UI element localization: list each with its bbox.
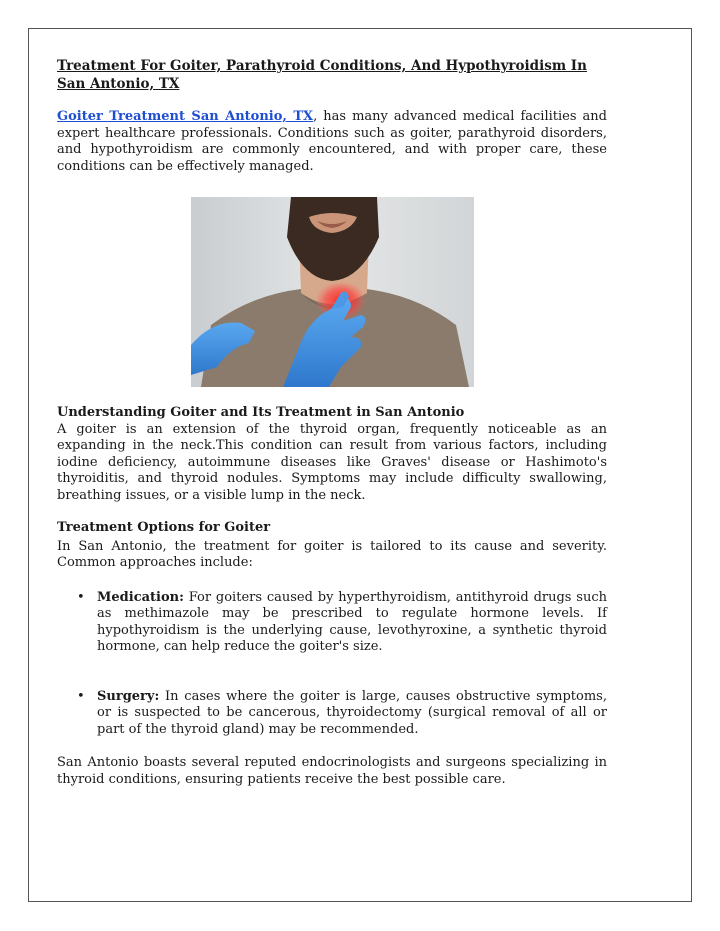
list-item-text: In cases where the goiter is large, causes obstructive symptoms, or is suspected to be cancerous, thyroidectomy (surgical removal of all or part of the thyroid gland) may be recommended. (97, 688, 607, 737)
section-body-understanding: A goiter is an extension of the thyroid organ, frequently noticeable as an expanding in the neck.This condition can result from various factors, including iodine deficiency, autoimmune diseases like Graves' disease or Hashimoto's thyroiditis, and thyroid nodules. Symptoms may include difficulty swallowing, breathing issues, or a visible lump in the neck. (57, 421, 607, 503)
document-title: Treatment For Goiter, Parathyroid Conditions, And Hypothyroidism In San Antonio, TX (57, 58, 587, 92)
list-item-text: For goiters caused by hyperthyroidism, antithyroid drugs such as methimazole may be prescribed to regulate hormone levels. If hypothyroidism is the underlying cause, levothyroxine, a synthetic thyroid hormone, can help reduce the goiter's size. (97, 589, 607, 654)
section-heading-treatment-options: Treatment Options for Goiter (57, 520, 271, 535)
document-body (57, 57, 607, 788)
list-item-label: Medication: (97, 589, 184, 605)
intro-paragraph (57, 109, 607, 175)
list-item-medication (57, 590, 607, 656)
treatment-list (57, 590, 607, 739)
bullet-icon: • (77, 688, 85, 704)
goiter-treatment-link[interactable]: Goiter Treatment San Antonio, TX (57, 109, 314, 124)
closing-paragraph: San Antonio boasts several reputed endocrinologists and surgeons specializing in thyroid conditions, ensuring patients receive the best possible care. (57, 755, 607, 787)
section-body-treatment-options: In San Antonio, the treatment for goiter is tailored to its cause and severity. Common approaches include: (57, 538, 607, 570)
intro-text: , has many advanced medical facilities and expert healthcare professionals. Conditions such as goiter, parathyroid disorders, and hypothyroidism are commonly encountered, and with proper care, these conditions can be effectively managed. (57, 109, 607, 174)
thyroid-exam-photo (191, 197, 474, 387)
section-heading-understanding: Understanding Goiter and Its Treatment in San Antonio (57, 405, 465, 420)
list-item-label: Surgery: (97, 688, 160, 704)
bullet-icon: • (77, 589, 85, 605)
list-item-surgery (57, 689, 607, 739)
